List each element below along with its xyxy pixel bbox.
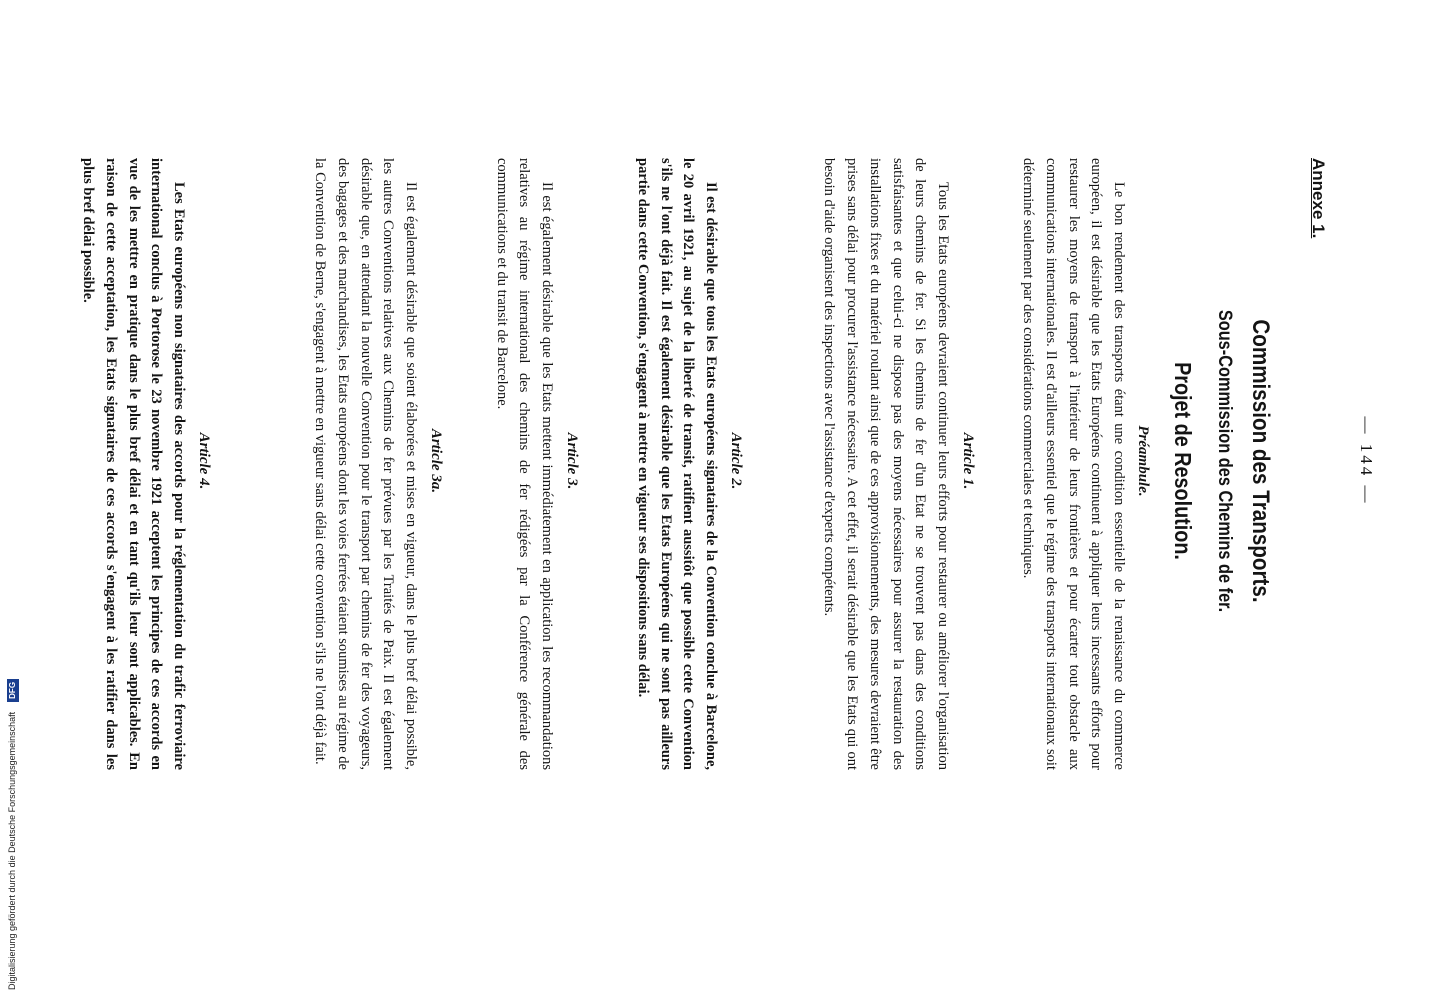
article-3-heading: Article 3. bbox=[564, 432, 580, 490]
project-title: Projet de Resolution. bbox=[1170, 362, 1196, 560]
article-1-text: Tous les Etats européens devraient continuer leurs efforts pour restaurer ou améliorer l'organisation de leurs chemins de fer. Si les chemins de fer d'un Etat ne se trouvent pas dans des conditions satisfaisantes et que celui-ci ne dispose pas des moyens nécessaires pour assurer la restauration des installations fixes et du matériel roulant ainsi que de ces approvisionnements, des mesures devraient être prises sans délai pour procurer l'assistance nécessaire. A cet effet, il serait désirable que les Etats qui ont besoin d'aide organisent des inspections avec l'assistance d'experts compétents. bbox=[821, 158, 951, 770]
article-1-heading: Article 1. bbox=[960, 432, 976, 490]
annex-label: Annexe 1. bbox=[1309, 158, 1328, 239]
document-subtitle: Sous-Commission des Chemins de fer. bbox=[1214, 309, 1235, 613]
page-number: — 144 — bbox=[1357, 416, 1376, 506]
article-2-text bbox=[631, 158, 722, 770]
article-2-text-lead: Il est désirable que tous les Etats européens signataires de la Convention conclue à Barcelone, le 20 avril 1921, au sujet de la liberté de transit, ratifient aussitôt que possible cette Convention s'ils ne l'ont déjà fait. Il est également désirable que les Etats Européens qui ne sont pas ailleurs partie dans cette Convention, s'engagent bbox=[634, 158, 719, 770]
dfg-logo: DFG bbox=[7, 679, 19, 702]
article-2-text-bold: à mettre en vigueur ses dispositions sans délai. bbox=[634, 411, 651, 698]
article-3-text: Il est également désirable que les Etats mettent immédiatement en application les recommandations relatives au régime international des chemins de fer rédigées par la Conférence générale des communications et du transit de Barcelone. bbox=[493, 158, 555, 770]
article-3a-heading: Article 3a. bbox=[428, 428, 444, 494]
preamble-heading: Préambule. bbox=[1135, 425, 1151, 497]
article-3a-text: Il est également désirable que soient élaborées et mises en vigueur, dans le plus bref délai possible, les autres Conventions relatives aux Chemins de fer prévues par les Traités de Paix. Il est également désirable que, en attendant la nouvelle Convention pour le transport par chemins de fer des voyageurs, des bagages et des marchandises, les Etats européens dont les voies ferrées étaient soumises au régime de la Convention de Berne, s'engagent à mettre en vigueur sans délai cette convention s'ils ne l'ont déjà fait. bbox=[312, 158, 419, 770]
footer-credit-text: Digitalisierung gefördert durch die Deutsche Forschungsgemeinschaft bbox=[7, 711, 17, 990]
footer-credit-strip bbox=[0, 0, 20, 1000]
article-4-heading: Article 4. bbox=[196, 432, 212, 490]
document-title: Commission des Transports. bbox=[1247, 319, 1274, 603]
preamble-text: Le bon rendement des transports étant une condition essentielle de la renaissance du commerce européen, il est désirable que les Etats Européens continuent à appliquer leurs incessants efforts pour restaurer les moyens de transport à l'intérieur de leurs frontières et pour écarter tout obstacle aux communications internationales. Il est d'ailleurs essentiel que le régime des transports internationaux soit déterminé seulement par des considérations commerciales et techniques. bbox=[1020, 158, 1127, 770]
footer-credit-rotated bbox=[2, 679, 20, 990]
article-4-text: Les Etats européens non signataires des accords pour la réglementation du trafic ferroviaire international conclus à Portorose le 23 novembre 1921 acceptent les principes de ces accords en vue de les mettre en pratique dans le plus bref délai et en tant qu'ils leur sont applicables. En raison de cette acceptation, les Etats signataires de ces accords s'engagent à les ratifier dans les plus bref délai possible. bbox=[80, 158, 187, 770]
article-2-heading: Article 2. bbox=[728, 432, 744, 490]
